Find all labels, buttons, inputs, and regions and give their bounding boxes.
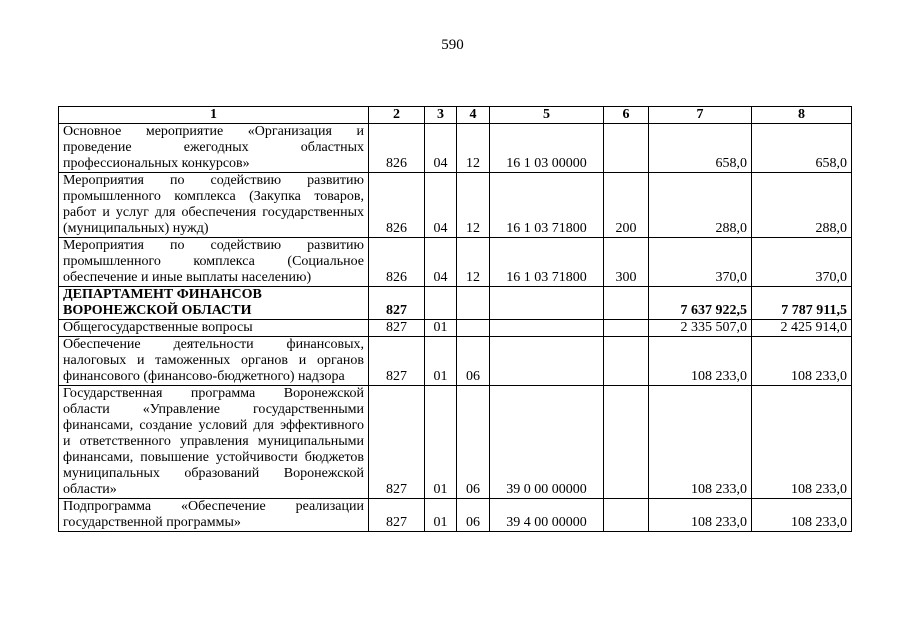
row-pr: 12 (457, 173, 490, 238)
row-gr: 827 (369, 337, 425, 386)
row-vr (604, 386, 649, 499)
row-vr (604, 287, 649, 320)
row-pr: 06 (457, 337, 490, 386)
row-name: ДЕПАРТАМЕНТ ФИНАНСОВ ВОРОНЕЖСКОЙ ОБЛАСТИ (59, 287, 369, 320)
row-pr (457, 320, 490, 337)
row-sum-1: 370,0 (649, 238, 752, 287)
column-header: 2 (369, 107, 425, 124)
row-csr: 16 1 03 71800 (490, 238, 604, 287)
row-csr: 16 1 03 00000 (490, 124, 604, 173)
table-row (59, 386, 852, 499)
row-rz (425, 287, 457, 320)
row-sum-1: 658,0 (649, 124, 752, 173)
row-csr (490, 287, 604, 320)
row-sum-1: 108 233,0 (649, 499, 752, 532)
row-sum-1: 288,0 (649, 173, 752, 238)
column-header: 8 (752, 107, 852, 124)
column-header: 5 (490, 107, 604, 124)
row-sum-2: 370,0 (752, 238, 852, 287)
row-csr: 39 0 00 00000 (490, 386, 604, 499)
row-name: Обеспечение деятельности финансовых, налоговых и таможенных органов и органов финансового (финансово-бюджетного) надзора (59, 337, 369, 386)
row-rz: 01 (425, 320, 457, 337)
column-header: 6 (604, 107, 649, 124)
table-row (59, 173, 852, 238)
row-gr: 827 (369, 386, 425, 499)
row-name: Государственная программа Воронежской области «Управление государственными финансами, создание условий для эффективного и ответственного управления муниципальными финансами, повышение устойчивости бюджетов муниципальных образований Воронежской области» (59, 386, 369, 499)
page-number: 590 (441, 37, 464, 53)
table-row (59, 320, 852, 337)
row-vr (604, 124, 649, 173)
column-header: 7 (649, 107, 752, 124)
row-sum-2: 108 233,0 (752, 337, 852, 386)
header-row (59, 107, 852, 124)
row-name: Мероприятия по содействию развитию промышленного комплекса (Социальное обеспечение и иные выплаты населению) (59, 238, 369, 287)
table-row (59, 499, 852, 532)
row-csr: 16 1 03 71800 (490, 173, 604, 238)
row-rz: 04 (425, 173, 457, 238)
row-vr: 300 (604, 238, 649, 287)
row-vr (604, 320, 649, 337)
row-sum-2: 288,0 (752, 173, 852, 238)
row-gr: 827 (369, 287, 425, 320)
column-header: 1 (59, 107, 369, 124)
row-pr: 06 (457, 499, 490, 532)
row-gr: 827 (369, 499, 425, 532)
row-rz: 01 (425, 337, 457, 386)
table-row (59, 337, 852, 386)
row-sum-2: 658,0 (752, 124, 852, 173)
table-row (59, 287, 852, 320)
table-row (59, 124, 852, 173)
row-sum-1: 108 233,0 (649, 386, 752, 499)
row-vr (604, 499, 649, 532)
row-csr: 39 4 00 00000 (490, 499, 604, 532)
row-sum-1: 2 335 507,0 (649, 320, 752, 337)
row-sum-2: 7 787 911,5 (752, 287, 852, 320)
row-pr: 06 (457, 386, 490, 499)
row-csr (490, 320, 604, 337)
row-name: Основное мероприятие «Организация и проведение ежегодных областных профессиональных конкурсов» (59, 124, 369, 173)
row-sum-2: 108 233,0 (752, 386, 852, 499)
row-rz: 01 (425, 386, 457, 499)
row-csr (490, 337, 604, 386)
row-pr: 12 (457, 124, 490, 173)
row-name: Общегосударственные вопросы (59, 320, 369, 337)
row-name: Мероприятия по содействию развитию промышленного комплекса (Закупка товаров, работ и услуг для обеспечения государственных (муниципальных) нужд) (59, 173, 369, 238)
row-rz: 04 (425, 238, 457, 287)
row-sum-1: 108 233,0 (649, 337, 752, 386)
table-row (59, 238, 852, 287)
row-sum-2: 2 425 914,0 (752, 320, 852, 337)
row-gr: 826 (369, 124, 425, 173)
row-rz: 04 (425, 124, 457, 173)
row-gr: 826 (369, 173, 425, 238)
row-gr: 826 (369, 238, 425, 287)
row-pr: 12 (457, 238, 490, 287)
row-sum-2: 108 233,0 (752, 499, 852, 532)
row-vr (604, 337, 649, 386)
row-vr: 200 (604, 173, 649, 238)
budget-table (58, 106, 852, 532)
row-pr (457, 287, 490, 320)
row-rz: 01 (425, 499, 457, 532)
row-sum-1: 7 637 922,5 (649, 287, 752, 320)
row-name: Подпрограмма «Обеспечение реализации государственной программы» (59, 499, 369, 532)
column-header: 4 (457, 107, 490, 124)
column-header: 3 (425, 107, 457, 124)
row-gr: 827 (369, 320, 425, 337)
